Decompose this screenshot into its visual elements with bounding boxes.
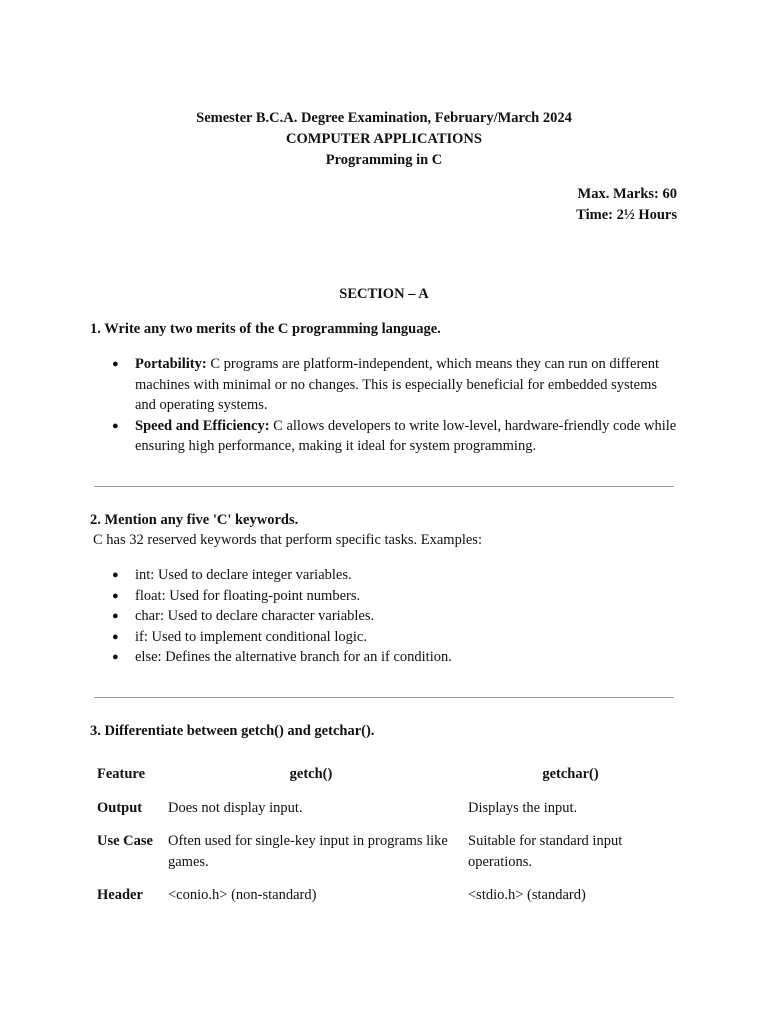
time-allowed: Time: 2½ Hours <box>576 207 677 223</box>
question-1: 1. Write any two merits of the C programming language. <box>90 321 441 337</box>
column-header: getchar() <box>542 766 599 782</box>
max-marks: Max. Marks: 60 <box>577 186 677 202</box>
list-item: ● else: Defines the alternative branch for an if condition. <box>90 647 680 668</box>
marks-block <box>576 184 677 226</box>
list-item: ● int: Used to declare integer variables. <box>90 565 680 586</box>
merit-term: Speed and Efficiency: <box>135 417 270 434</box>
table-cell: <stdio.h> (standard) <box>468 887 586 903</box>
table-cell: Displays the input. <box>468 799 578 816</box>
list-item: ● char: Used to declare character variables. <box>90 606 680 627</box>
question-2: 2. Mention any five 'C' keywords. <box>90 512 299 528</box>
list-item <box>90 354 680 416</box>
table-row <box>90 792 680 826</box>
table-cell: Does not display input. <box>168 799 303 816</box>
table-header-row <box>90 758 680 792</box>
exam-title: Semester B.C.A. Degree Examination, February/March 2024 <box>196 110 572 126</box>
column-header: Feature <box>97 766 146 782</box>
table-cell: Often used for single-key input in programs like games. <box>168 833 448 870</box>
exam-header <box>0 108 768 171</box>
table-row <box>90 879 680 913</box>
keyword-list <box>90 565 680 668</box>
row-header: Output <box>97 799 143 816</box>
table-cell: <conio.h> (non-standard) <box>168 887 317 903</box>
merit-text: C allows developers to write low-level, hardware-friendly code while ensuring high performance, making it ideal for system programming. <box>135 417 677 454</box>
row-header: Header <box>97 887 143 903</box>
table-cell: Suitable for standard input operations. <box>468 833 623 870</box>
question-3: 3. Differentiate between getch() and getchar(). <box>90 723 375 739</box>
table-row <box>90 825 680 879</box>
list-item: ● float: Used for floating-point numbers. <box>90 586 680 607</box>
merit-text: C programs are platform-independent, which means they can run on different machines with minimal or no changes. This is especially beneficial for embedded systems and operating systems. <box>135 356 659 413</box>
question-1-answer-list <box>90 354 680 457</box>
divider <box>94 486 674 487</box>
column-header: getch() <box>289 766 333 782</box>
divider <box>94 697 674 698</box>
list-item: ● if: Used to implement conditional logic. <box>90 627 680 648</box>
question-2-intro: C has 32 reserved keywords that perform specific tasks. Examples: <box>93 532 482 548</box>
row-header: Use Case <box>97 833 153 849</box>
comparison-table <box>90 758 680 913</box>
list-item <box>90 416 680 457</box>
paper-title: Programming in C <box>325 152 443 168</box>
merit-term: Portability: <box>135 356 207 372</box>
section-title: SECTION – A <box>339 286 429 302</box>
subject-title: COMPUTER APPLICATIONS <box>286 131 482 147</box>
